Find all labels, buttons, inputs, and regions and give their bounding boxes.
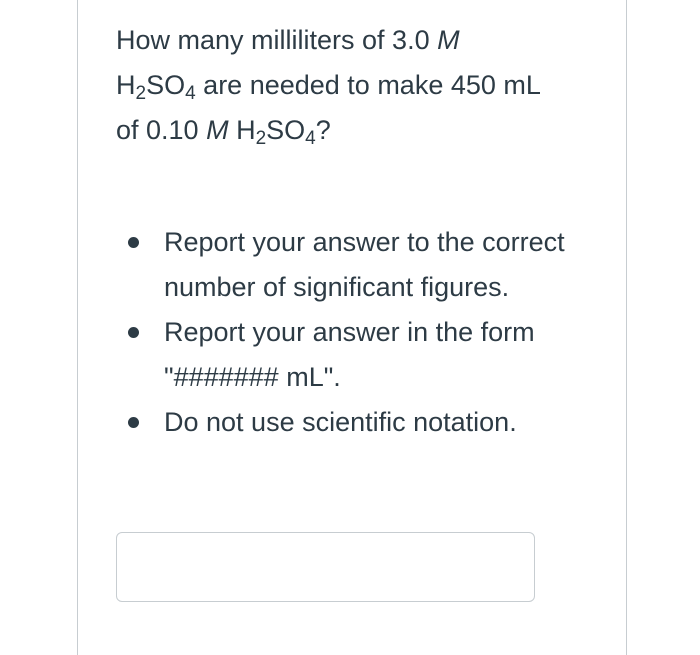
instruction-text: Report your answer to the correct number of significant figures. bbox=[164, 227, 565, 302]
question-line-3-text: of 0.10 bbox=[116, 115, 207, 145]
formula-h: H bbox=[228, 115, 256, 145]
instruction-item bbox=[116, 220, 586, 310]
formula-subscript: 2 bbox=[135, 83, 147, 104]
question-line-1 bbox=[116, 18, 596, 63]
formula-subscript: 4 bbox=[185, 83, 196, 104]
question-line-3 bbox=[116, 108, 596, 153]
instruction-list bbox=[116, 220, 586, 445]
question-line-2 bbox=[116, 63, 596, 108]
answer-input[interactable] bbox=[116, 532, 535, 602]
bullet-icon bbox=[128, 417, 139, 428]
molarity-unit: M bbox=[206, 115, 229, 145]
formula-subscript: 4 bbox=[305, 128, 316, 149]
formula-h: H bbox=[116, 70, 136, 100]
formula-so: SO bbox=[266, 115, 306, 145]
question-line-1-text: How many milliliters of 3.0 bbox=[116, 25, 438, 55]
molarity-unit: M bbox=[437, 25, 460, 55]
instruction-text: Report your answer in the form "####### mL". bbox=[164, 317, 535, 392]
instruction-item bbox=[116, 400, 586, 445]
bullet-icon bbox=[128, 327, 139, 338]
question-panel bbox=[77, 0, 627, 655]
formula-so: SO bbox=[146, 70, 186, 100]
instruction-item bbox=[116, 310, 586, 400]
question-line-2-text: are needed to make 450 mL bbox=[195, 70, 541, 100]
bullet-icon bbox=[128, 237, 139, 248]
question-mark: ? bbox=[315, 115, 331, 145]
formula-subscript: 2 bbox=[255, 128, 267, 149]
instruction-text: Do not use scientific notation. bbox=[164, 407, 517, 437]
question-text bbox=[116, 18, 596, 153]
